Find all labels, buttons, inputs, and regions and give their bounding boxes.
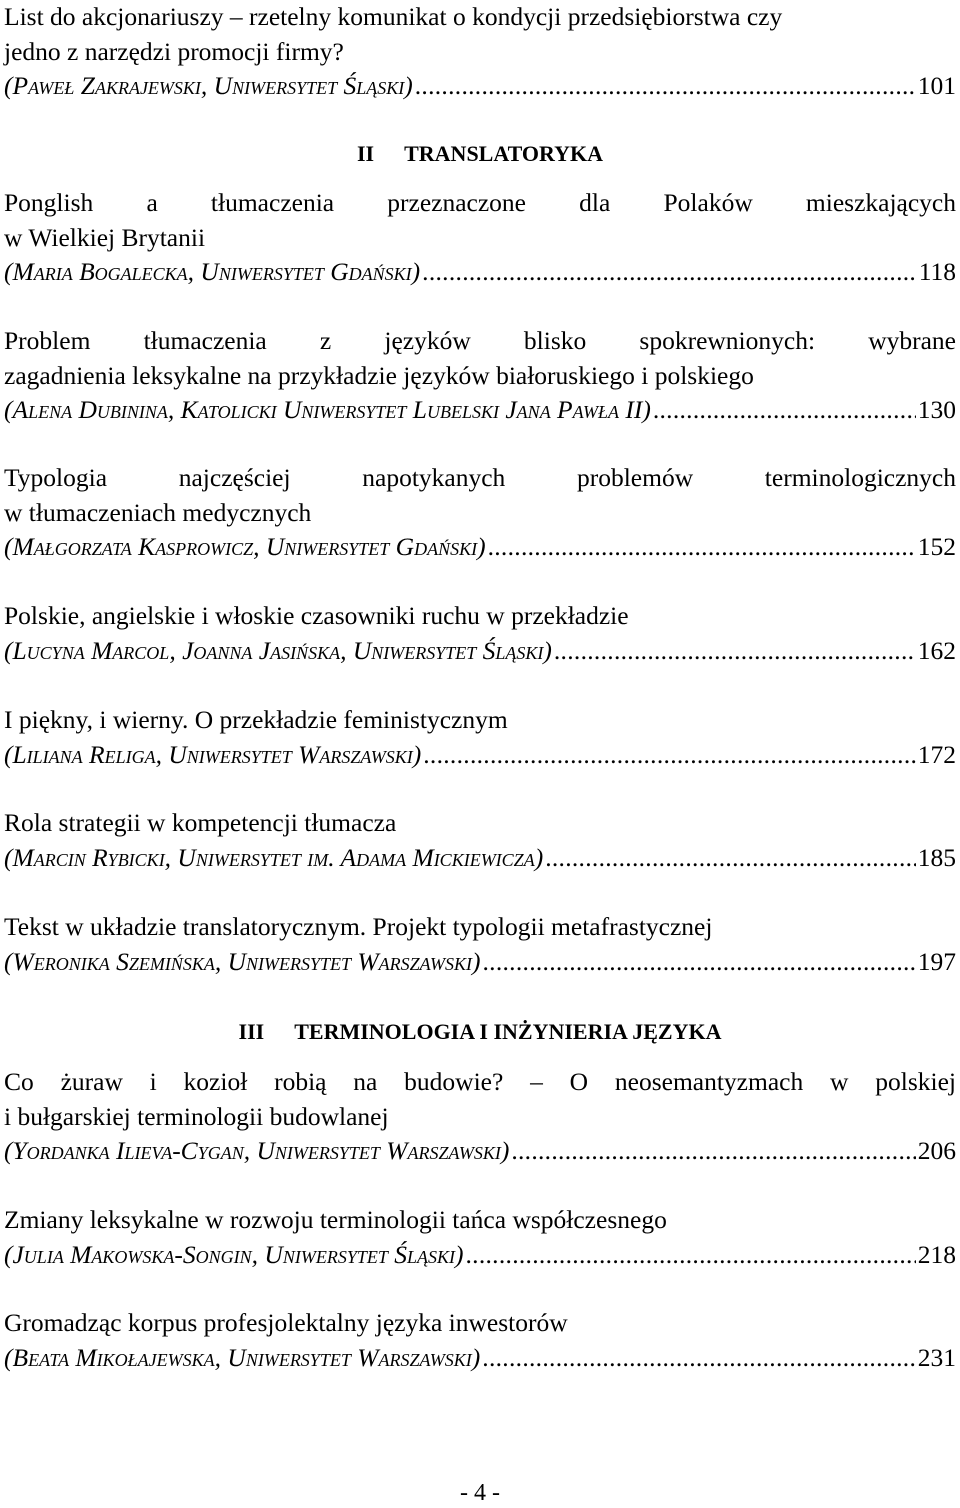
dot-leader [465, 1238, 915, 1273]
toc-entry [4, 0, 956, 104]
toc-entry [4, 599, 956, 668]
section-heading [0, 1017, 960, 1047]
entry-title-line: Ponglish a tłumaczenia przeznaczone dla Polaków mieszkających [4, 188, 956, 217]
page-number: 172 [917, 739, 956, 769]
page-number: 197 [917, 946, 956, 976]
section-number: III [238, 1019, 265, 1044]
entry-author: (Lucyna Marcol, Joanna Jasińska, Uniwersytet Śląski) [4, 635, 552, 665]
author-line [4, 634, 956, 669]
author-line [4, 1134, 956, 1169]
entry-author: (Julia Makowska-Songin, Uniwersytet Śląski) [4, 1239, 464, 1269]
entry-title-line: Zmiany leksykalne w rozwoju terminologii tańca współczesnego [4, 1205, 667, 1234]
author-line [4, 1341, 956, 1376]
entry-title-line: Co żuraw i kozioł robią na budowie? – O neosemantyzmach w polskiej [4, 1067, 956, 1096]
entry-author: (Małgorzata Kasprowicz, Uniwersytet Gdański) [4, 532, 486, 561]
entry-author: (Beata Mikołajewska, Uniwersytet Warszawski) [4, 1342, 481, 1372]
entry-title-line: jedno z narzędzi promocji firmy? [4, 36, 344, 66]
dot-leader [482, 1341, 915, 1376]
entry-title-line: Typologia najczęściej napotykanych problemów terminologicznych [4, 463, 956, 492]
entry-title-line: i bułgarskiej terminologii budowlanej [4, 1101, 389, 1131]
entry-title-line: Problem tłumaczenia z języków blisko spokrewnionych: wybrane [4, 326, 956, 355]
toc-entry [4, 1065, 956, 1169]
toc-entry [4, 186, 956, 290]
entry-author: (Alena Dubinina, Katolicki Uniwersytet Lubelski Jana Pawła II) [4, 395, 651, 424]
page-number: 206 [917, 1136, 956, 1165]
entry-author: (Maria Bogalecka, Uniwersytet Gdański) [4, 257, 421, 286]
page-number: 101 [917, 71, 956, 100]
entry-author: (Weronika Szemińska, Uniwersytet Warszawski) [4, 946, 481, 976]
author-line [4, 738, 956, 773]
dot-leader [423, 738, 916, 773]
toc-entry [4, 324, 956, 428]
dot-leader [545, 841, 916, 876]
toc-entry [4, 910, 956, 979]
entry-title-line: List do akcjonariuszy – rzetelny komunikat o kondycji przedsiębiorstwa czy [4, 2, 783, 31]
toc-entry [4, 806, 956, 875]
toc-entry [4, 1203, 956, 1272]
page-number: 185 [917, 842, 956, 872]
section-heading [0, 139, 960, 169]
dot-leader [653, 393, 916, 428]
dot-leader [554, 634, 916, 669]
entry-author: (Paweł Zakrajewski, Uniwersytet Śląski) [4, 71, 413, 100]
entry-author: (Yordanka Ilieva-Cygan, Uniwersytet Warszawski) [4, 1136, 510, 1165]
author-line [4, 1238, 956, 1273]
author-line [4, 530, 956, 565]
dot-leader [415, 69, 916, 104]
dot-leader [488, 530, 916, 565]
entry-title-line: w tłumaczeniach medycznych [4, 497, 312, 527]
page-number: 152 [917, 532, 956, 561]
section-title: TERMINOLOGIA I INŻYNIERIA JĘZYKA [294, 1019, 722, 1044]
page-number: 118 [918, 257, 956, 286]
page-number: 218 [917, 1239, 956, 1269]
entry-title-line: w Wielkiej Brytanii [4, 222, 206, 252]
author-line [4, 393, 956, 428]
page-number: 130 [917, 395, 956, 424]
entry-title-line: zagadnienia leksykalne na przykładzie języków białoruskiego i polskiego [4, 360, 754, 390]
page-footer-number: - 4 - [460, 1480, 500, 1506]
entry-author: (Liliana Religa, Uniwersytet Warszawski) [4, 739, 422, 769]
entry-title-line: Rola strategii w kompetencji tłumacza [4, 808, 397, 837]
entry-title-line: Tekst w układzie translatorycznym. Projekt typologii metafrastycznej [4, 912, 713, 941]
dot-leader [422, 255, 917, 290]
entry-title-line: Gromadząc korpus profesjolektalny języka inwestorów [4, 1308, 568, 1337]
author-line [4, 841, 956, 876]
toc-entry [4, 1306, 956, 1375]
author-line [4, 69, 956, 104]
author-line [4, 255, 956, 290]
page-number: 162 [917, 635, 956, 665]
entry-title-line: I piękny, i wierny. O przekładzie feministycznym [4, 705, 508, 734]
toc-entry [4, 703, 956, 772]
entry-title-line: Polskie, angielskie i włoskie czasowniki ruchu w przekładzie [4, 601, 629, 630]
dot-leader [482, 945, 915, 980]
entry-author: (Marcin Rybicki, Uniwersytet im. Adama Mickiewicza) [4, 842, 544, 872]
page-number: 231 [917, 1342, 956, 1372]
toc-entry [4, 461, 956, 565]
author-line [4, 945, 956, 980]
section-number: II [356, 141, 375, 166]
dot-leader [511, 1134, 915, 1169]
section-title: TRANSLATORYKA [404, 141, 604, 166]
